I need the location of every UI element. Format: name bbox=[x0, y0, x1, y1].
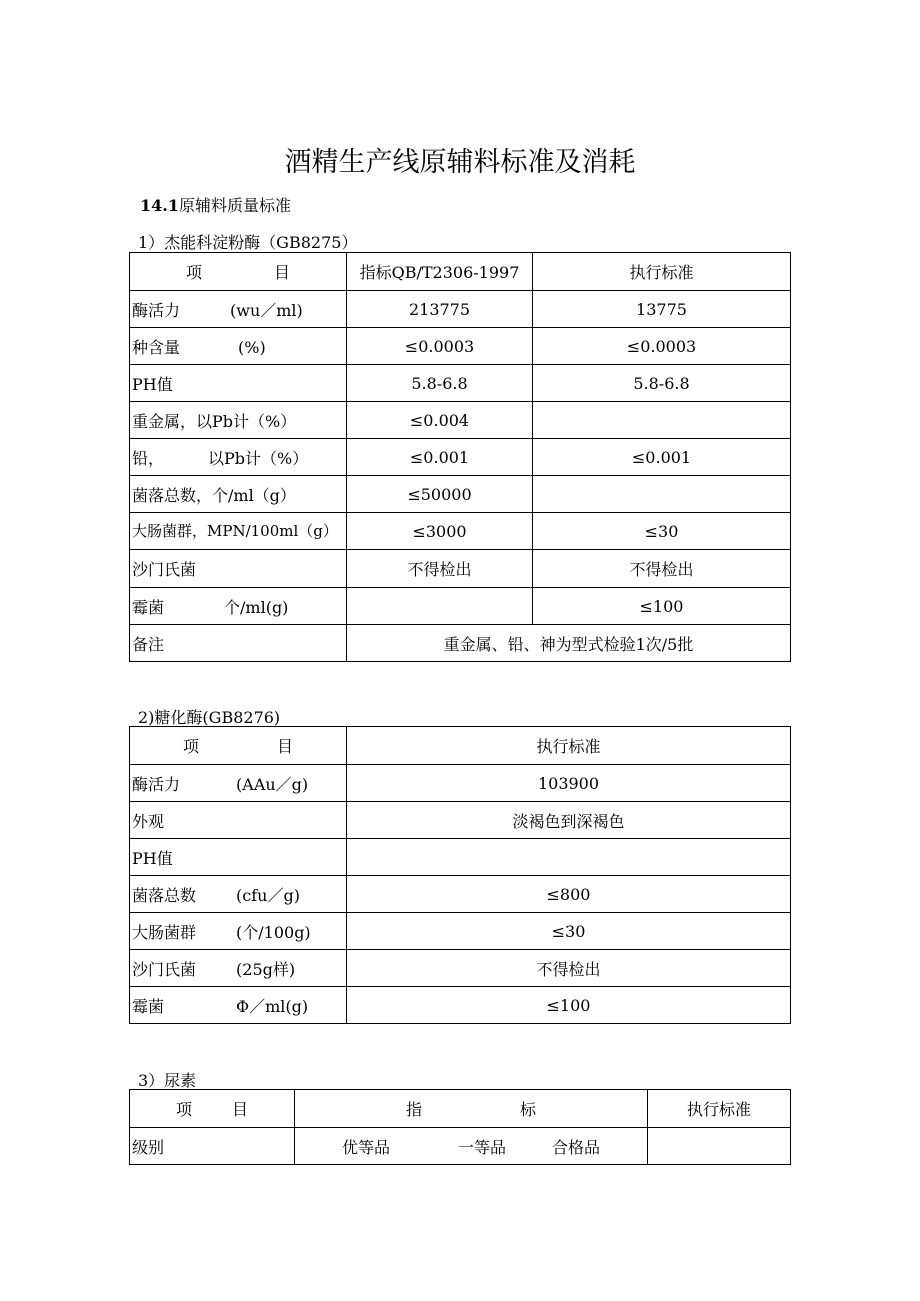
row-name: PH值 bbox=[130, 839, 347, 876]
row-spec: ≤50000 bbox=[347, 476, 533, 513]
table3-header-row bbox=[130, 1090, 791, 1128]
row-name: 级别 bbox=[130, 1128, 295, 1165]
table-row bbox=[130, 913, 791, 950]
table-row bbox=[130, 476, 791, 513]
row-unit: (%) bbox=[238, 337, 266, 357]
row-name: PH值 bbox=[130, 365, 347, 402]
table1-header-row bbox=[130, 253, 791, 291]
row-std: 13775 bbox=[533, 291, 791, 328]
table3-header-item bbox=[130, 1090, 295, 1128]
row-name bbox=[130, 950, 347, 987]
row-name bbox=[130, 291, 347, 328]
table-row bbox=[130, 625, 791, 662]
row-unit: (wu／ml) bbox=[230, 300, 303, 320]
row-unit: (AAu／g) bbox=[236, 774, 309, 794]
note-text: 重金属、铅、神为型式检验1次/5批 bbox=[347, 625, 791, 662]
section-number: 14.1 bbox=[140, 196, 179, 215]
table3-caption: 3）尿素 bbox=[138, 1071, 197, 1090]
row-unit: (cfu／g) bbox=[236, 885, 300, 905]
table1-header-item-b: 目 bbox=[274, 263, 291, 282]
grade-first: 一等品 bbox=[457, 1137, 506, 1157]
row-std: ≤30 bbox=[533, 513, 791, 550]
row-label: 沙门氏菌 bbox=[132, 959, 197, 979]
row-std: 淡褐色到深褐色 bbox=[347, 802, 791, 839]
table2 bbox=[129, 726, 791, 1024]
table2-header-row bbox=[130, 727, 791, 765]
row-std: ≤30 bbox=[347, 913, 791, 950]
table1-header-item-a: 项 bbox=[185, 263, 202, 282]
table1-header-spec: 指标QB/T2306-1997 bbox=[347, 253, 533, 291]
row-std bbox=[533, 476, 791, 513]
row-grades bbox=[295, 1128, 648, 1165]
note-label: 备注 bbox=[130, 625, 347, 662]
table1-header-std: 执行标准 bbox=[533, 253, 791, 291]
row-std bbox=[347, 839, 791, 876]
table-row bbox=[130, 291, 791, 328]
table3-header-spec-a: 指 bbox=[405, 1100, 422, 1119]
row-name: 菌落总数，个/ml（g） bbox=[130, 476, 347, 513]
row-std: ≤100 bbox=[533, 588, 791, 625]
table2-header-item-b: 目 bbox=[277, 737, 294, 756]
row-spec: ≤0.0003 bbox=[347, 328, 533, 365]
row-std: 103900 bbox=[347, 765, 791, 802]
table3-header-item-a: 项 bbox=[175, 1100, 192, 1119]
table-row bbox=[130, 439, 791, 476]
row-name bbox=[130, 328, 347, 365]
table-row bbox=[130, 802, 791, 839]
row-label: 铅， bbox=[132, 448, 165, 468]
row-unit: (25g样) bbox=[236, 959, 296, 979]
row-name bbox=[130, 876, 347, 913]
table-row bbox=[130, 513, 791, 550]
row-label: 大肠菌群 bbox=[132, 922, 197, 942]
grade-qualified: 合格品 bbox=[552, 1137, 601, 1157]
row-name: 外观 bbox=[130, 802, 347, 839]
table-row bbox=[130, 987, 791, 1024]
page-title: 酒精生产线原辅料标准及消耗 bbox=[284, 147, 636, 178]
table1 bbox=[129, 252, 791, 662]
row-spec: ≤0.004 bbox=[347, 402, 533, 439]
table2-caption: 2)糖化酶(GB8276) bbox=[138, 708, 281, 727]
section-heading bbox=[140, 193, 291, 216]
table-row bbox=[130, 765, 791, 802]
row-std: ≤800 bbox=[347, 876, 791, 913]
row-label: 酶活力 bbox=[132, 300, 181, 320]
row-std: 不得检出 bbox=[533, 550, 791, 588]
table-row bbox=[130, 550, 791, 588]
table1-caption: 1）杰能科淀粉酶（GB8275） bbox=[138, 233, 358, 252]
row-label: 霉菌 bbox=[132, 597, 165, 617]
row-std bbox=[533, 402, 791, 439]
row-spec bbox=[347, 588, 533, 625]
row-unit: 以Pb计（%） bbox=[208, 448, 309, 468]
row-name bbox=[130, 765, 347, 802]
table3-header-spec-b: 标 bbox=[520, 1100, 537, 1119]
row-name bbox=[130, 588, 347, 625]
table1-header-item bbox=[130, 253, 347, 291]
row-label: 酶活力 bbox=[132, 774, 181, 794]
table-row bbox=[130, 839, 791, 876]
row-std bbox=[648, 1128, 791, 1165]
row-name bbox=[130, 987, 347, 1024]
table-row bbox=[130, 402, 791, 439]
grade-premium: 优等品 bbox=[341, 1137, 390, 1157]
row-std: ≤100 bbox=[347, 987, 791, 1024]
row-std: ≤0.001 bbox=[533, 439, 791, 476]
row-std: 不得检出 bbox=[347, 950, 791, 987]
section-text: 原辅料质量标准 bbox=[178, 196, 291, 215]
row-name: 重金属，以Pb计（%） bbox=[130, 402, 347, 439]
table2-header-item bbox=[130, 727, 347, 765]
row-label: 霉菌 bbox=[132, 996, 165, 1016]
row-label: 种含量 bbox=[132, 337, 181, 357]
table3-header-spec bbox=[295, 1090, 648, 1128]
table3 bbox=[129, 1089, 791, 1165]
table-row bbox=[130, 365, 791, 402]
row-spec: 不得检出 bbox=[347, 550, 533, 588]
row-name: 沙门氏菌 bbox=[130, 550, 347, 588]
table-row bbox=[130, 588, 791, 625]
row-spec: ≤0.001 bbox=[347, 439, 533, 476]
table-row bbox=[130, 1128, 791, 1165]
row-unit: 个/ml(g) bbox=[224, 597, 289, 617]
table-row bbox=[130, 328, 791, 365]
row-spec: 5.8-6.8 bbox=[347, 365, 533, 402]
table2-header-std: 执行标准 bbox=[347, 727, 791, 765]
row-name bbox=[130, 913, 347, 950]
table3-header-item-b: 目 bbox=[232, 1100, 249, 1119]
row-name bbox=[130, 439, 347, 476]
table-row bbox=[130, 876, 791, 913]
row-spec: 213775 bbox=[347, 291, 533, 328]
row-name: 大肠菌群，MPN/100ml（g） bbox=[130, 513, 347, 550]
row-spec: ≤3000 bbox=[347, 513, 533, 550]
row-unit: (个/100g) bbox=[236, 922, 311, 942]
row-std: 5.8-6.8 bbox=[533, 365, 791, 402]
table2-header-item-a: 项 bbox=[182, 737, 199, 756]
table3-header-std: 执行标准 bbox=[648, 1090, 791, 1128]
row-unit: Φ／ml(g) bbox=[236, 996, 309, 1016]
row-std: ≤0.0003 bbox=[533, 328, 791, 365]
table-row bbox=[130, 950, 791, 987]
row-label: 菌落总数 bbox=[132, 885, 197, 905]
